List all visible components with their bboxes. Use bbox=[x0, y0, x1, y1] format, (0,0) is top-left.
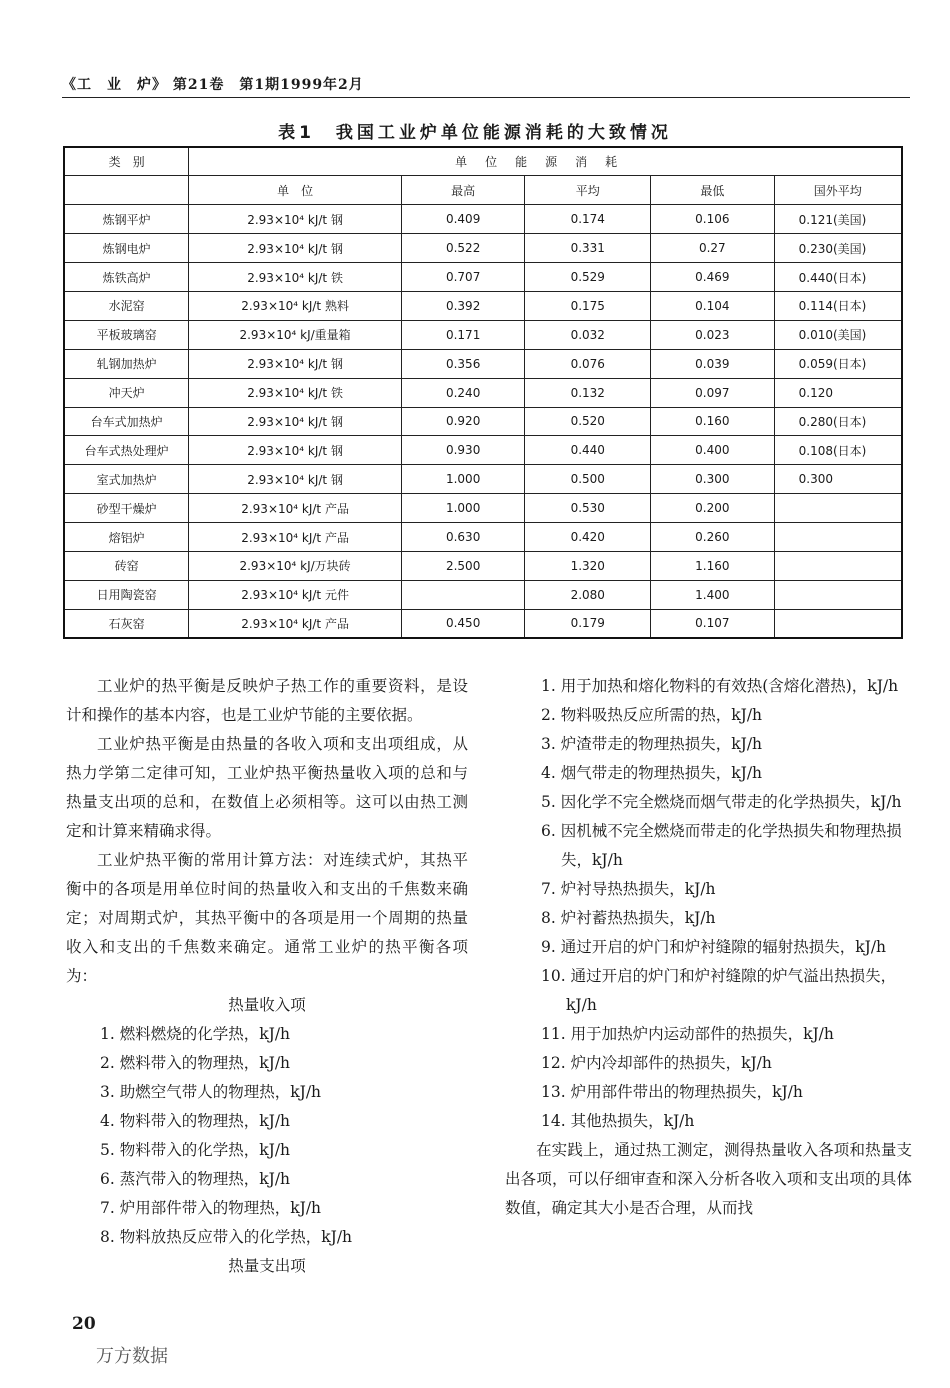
cell-furnace-type: 轧钢加热炉 bbox=[64, 349, 189, 378]
page-number: 20 bbox=[72, 1314, 96, 1334]
cell-max: 0.630 bbox=[401, 523, 525, 552]
cell-foreign-avg bbox=[774, 609, 902, 638]
cell-min: 0.27 bbox=[651, 234, 775, 263]
income-item: 5. 物料带入的化学热，kJ/h bbox=[100, 1141, 291, 1159]
cell-avg: 0.530 bbox=[525, 494, 651, 523]
expense-item: 7. 炉衬导热热损失，kJ/h bbox=[541, 880, 716, 898]
cell-avg: 0.132 bbox=[525, 378, 651, 407]
expense-item: 13. 炉用部件带出的物理热损失，kJ/h bbox=[541, 1083, 803, 1101]
paragraph: 工业炉热平衡的常用计算方法：对连续式炉，其热平衡中的各项是用单位时间的热量收入和支出的千焦数来确定；对周期式炉，其热平衡中的各项是用一个周期的热量收入和支出的千焦数来确定。通常工业炉的热平衡各项为： bbox=[66, 851, 468, 985]
cell-min: 0.104 bbox=[651, 291, 775, 320]
cell-avg: 0.440 bbox=[525, 436, 651, 465]
cell-max: 0.240 bbox=[401, 378, 525, 407]
cell-max: 2.500 bbox=[401, 551, 525, 580]
table-row bbox=[64, 234, 902, 263]
cell-min: 0.160 bbox=[651, 407, 775, 436]
expense-item: 8. 炉衬蓄热热损失，kJ/h bbox=[541, 909, 716, 927]
cell-min: 1.160 bbox=[651, 551, 775, 580]
income-item: 3. 助燃空气带人的物理热，kJ/h bbox=[100, 1083, 322, 1101]
cell-foreign-avg bbox=[774, 494, 902, 523]
cell-max: 0.356 bbox=[401, 349, 525, 378]
header-blank bbox=[64, 176, 189, 205]
cell-unit: 2.93×10⁴ kJ/t 产品 bbox=[189, 494, 402, 523]
cell-foreign-avg: 0.440(日本) bbox=[774, 263, 902, 292]
cell-max: 0.920 bbox=[401, 407, 525, 436]
cell-avg: 0.076 bbox=[525, 349, 651, 378]
cell-foreign-avg: 0.120 bbox=[774, 378, 902, 407]
table-row bbox=[64, 263, 902, 292]
cell-foreign-avg: 0.059(日本) bbox=[774, 349, 902, 378]
expense-item: 9. 通过开启的炉门和炉衬缝隙的辐射热损失，kJ/h bbox=[541, 938, 887, 956]
cell-max: 0.707 bbox=[401, 263, 525, 292]
cell-furnace-type: 室式加热炉 bbox=[64, 465, 189, 494]
cell-min: 0.400 bbox=[651, 436, 775, 465]
cell-foreign-avg: 0.108(日本) bbox=[774, 436, 902, 465]
energy-consumption-table bbox=[63, 146, 903, 639]
expense-item: 6. 因机械不完全燃烧而带走的化学热损失和物理热损失，kJ/h bbox=[541, 822, 902, 869]
header-group: 单位能源消耗 bbox=[189, 147, 902, 176]
cell-min: 0.106 bbox=[651, 205, 775, 234]
cell-furnace-type: 炼钢电炉 bbox=[64, 234, 189, 263]
income-item: 6. 蒸汽带入的物理热，kJ/h bbox=[100, 1170, 291, 1188]
cell-foreign-avg: 0.300 bbox=[774, 465, 902, 494]
expense-item: 3. 炉渣带走的物理热损失，kJ/h bbox=[541, 735, 763, 753]
cell-furnace-type: 炼钢平炉 bbox=[64, 205, 189, 234]
cell-avg: 0.520 bbox=[525, 407, 651, 436]
cell-max: 0.171 bbox=[401, 320, 525, 349]
header-avg: 平均 bbox=[525, 176, 651, 205]
income-item: 8. 物料放热反应带入的化学热，kJ/h bbox=[100, 1228, 353, 1246]
cell-unit: 2.93×10⁴ kJ/t 钢 bbox=[189, 205, 402, 234]
cell-avg: 0.500 bbox=[525, 465, 651, 494]
cell-foreign-avg: 0.010(美国) bbox=[774, 320, 902, 349]
table-row bbox=[64, 523, 902, 552]
table-row bbox=[64, 494, 902, 523]
paragraph: 工业炉的热平衡是反映炉子热工作的重要资料，是设计和操作的基本内容，也是工业炉节能的主要依据。 bbox=[66, 677, 468, 724]
expense-heading: 热量支出项 bbox=[228, 1257, 306, 1275]
cell-avg: 1.320 bbox=[525, 551, 651, 580]
cell-unit: 2.93×10⁴ kJ/t 元件 bbox=[189, 580, 402, 609]
right-column bbox=[505, 672, 912, 1223]
expense-item: 14. 其他热损失，kJ/h bbox=[541, 1112, 695, 1130]
cell-max: 0.930 bbox=[401, 436, 525, 465]
cell-max: 0.392 bbox=[401, 291, 525, 320]
cell-foreign-avg: 0.280(日本) bbox=[774, 407, 902, 436]
cell-avg: 0.175 bbox=[525, 291, 651, 320]
table-row bbox=[64, 436, 902, 465]
paragraph: 在实践上，通过热工测定，测得热量收入各项和热量支出各项，可以仔细审查和深入分析各收入项和支出项的具体数值，确定其大小是否合理，从而找 bbox=[505, 1141, 912, 1217]
table-row bbox=[64, 378, 902, 407]
cell-min: 0.469 bbox=[651, 263, 775, 292]
table-caption: 表1 我国工业炉单位能源消耗的大致情况 bbox=[278, 123, 672, 143]
income-item: 4. 物料带入的物理热，kJ/h bbox=[100, 1112, 291, 1130]
cell-unit: 2.93×10⁴ kJ/t 钢 bbox=[189, 349, 402, 378]
table-row bbox=[64, 407, 902, 436]
income-item: 1. 燃料燃烧的化学热，kJ/h bbox=[100, 1025, 291, 1043]
table-row bbox=[64, 580, 902, 609]
cell-foreign-avg: 0.230(美国) bbox=[774, 234, 902, 263]
cell-furnace-type: 台车式热处理炉 bbox=[64, 436, 189, 465]
cell-furnace-type: 平板玻璃窑 bbox=[64, 320, 189, 349]
cell-min: 0.200 bbox=[651, 494, 775, 523]
cell-unit: 2.93×10⁴ kJ/t 钢 bbox=[189, 407, 402, 436]
cell-furnace-type: 冲天炉 bbox=[64, 378, 189, 407]
header-foreign-avg: 国外平均 bbox=[774, 176, 902, 205]
cell-min: 0.023 bbox=[651, 320, 775, 349]
cell-unit: 2.93×10⁴ kJ/万块砖 bbox=[189, 551, 402, 580]
cell-max: 1.000 bbox=[401, 494, 525, 523]
cell-max bbox=[401, 580, 525, 609]
cell-furnace-type: 水泥窑 bbox=[64, 291, 189, 320]
paragraph: 工业炉热平衡是由热量的各收入项和支出项组成，从热力学第二定律可知，工业炉热平衡热量收入项的总和与热量支出项的总和，在数值上必须相等。这可以由热工测定和计算来精确求得。 bbox=[66, 735, 468, 840]
cell-min: 1.400 bbox=[651, 580, 775, 609]
cell-avg: 0.032 bbox=[525, 320, 651, 349]
table-row bbox=[64, 609, 902, 638]
expense-item: 5. 因化学不完全燃烧而烟气带走的化学热损失，kJ/h bbox=[541, 793, 902, 811]
cell-unit: 2.93×10⁴ kJ/t 产品 bbox=[189, 523, 402, 552]
cell-min: 0.097 bbox=[651, 378, 775, 407]
cell-unit: 2.93×10⁴ kJ/t 铁 bbox=[189, 263, 402, 292]
header-category: 类 别 bbox=[64, 147, 189, 176]
cell-foreign-avg bbox=[774, 551, 902, 580]
cell-unit: 2.93×10⁴ kJ/重量箱 bbox=[189, 320, 402, 349]
income-item: 2. 燃料带入的物理热，kJ/h bbox=[100, 1054, 291, 1072]
cell-furnace-type: 熔铝炉 bbox=[64, 523, 189, 552]
cell-avg: 0.179 bbox=[525, 609, 651, 638]
cell-max: 0.522 bbox=[401, 234, 525, 263]
table-row bbox=[64, 205, 902, 234]
cell-furnace-type: 台车式加热炉 bbox=[64, 407, 189, 436]
watermark: 万方数据 bbox=[96, 1346, 168, 1367]
table-subheader-row bbox=[64, 176, 902, 205]
left-column bbox=[66, 672, 468, 1281]
expense-item: 2. 物料吸热反应所需的热，kJ/h bbox=[541, 706, 763, 724]
table-row bbox=[64, 291, 902, 320]
cell-foreign-avg bbox=[774, 580, 902, 609]
cell-unit: 2.93×10⁴ kJ/t 产品 bbox=[189, 609, 402, 638]
cell-min: 0.039 bbox=[651, 349, 775, 378]
cell-max: 1.000 bbox=[401, 465, 525, 494]
cell-furnace-type: 砂型干燥炉 bbox=[64, 494, 189, 523]
table-header-row bbox=[64, 147, 902, 176]
header-max: 最高 bbox=[401, 176, 525, 205]
cell-foreign-avg bbox=[774, 523, 902, 552]
cell-avg: 0.420 bbox=[525, 523, 651, 552]
cell-furnace-type: 砖窑 bbox=[64, 551, 189, 580]
cell-unit: 2.93×10⁴ kJ/t 钢 bbox=[189, 234, 402, 263]
expense-item: 10. 通过开启的炉门和炉衬缝隙的炉气溢出热损失，kJ/h bbox=[541, 967, 897, 1014]
table-row bbox=[64, 551, 902, 580]
cell-avg: 0.529 bbox=[525, 263, 651, 292]
cell-min: 0.300 bbox=[651, 465, 775, 494]
table-row bbox=[64, 320, 902, 349]
cell-min: 0.260 bbox=[651, 523, 775, 552]
cell-max: 0.450 bbox=[401, 609, 525, 638]
table-row bbox=[64, 465, 902, 494]
expense-item: 4. 烟气带走的物理热损失，kJ/h bbox=[541, 764, 763, 782]
cell-furnace-type: 石灰窑 bbox=[64, 609, 189, 638]
table-row bbox=[64, 349, 902, 378]
cell-avg: 2.080 bbox=[525, 580, 651, 609]
cell-furnace-type: 炼铁高炉 bbox=[64, 263, 189, 292]
cell-foreign-avg: 0.121(美国) bbox=[774, 205, 902, 234]
expense-item: 12. 炉内冷却部件的热损失，kJ/h bbox=[541, 1054, 772, 1072]
expense-item: 11. 用于加热炉内运动部件的热损失，kJ/h bbox=[541, 1025, 834, 1043]
cell-avg: 0.174 bbox=[525, 205, 651, 234]
income-heading: 热量收入项 bbox=[228, 996, 306, 1014]
cell-min: 0.107 bbox=[651, 609, 775, 638]
header-unit: 单 位 bbox=[189, 176, 402, 205]
cell-unit: 2.93×10⁴ kJ/t 钢 bbox=[189, 436, 402, 465]
cell-avg: 0.331 bbox=[525, 234, 651, 263]
income-item: 7. 炉用部件带入的物理热，kJ/h bbox=[100, 1199, 322, 1217]
cell-furnace-type: 日用陶瓷窑 bbox=[64, 580, 189, 609]
cell-foreign-avg: 0.114(日本) bbox=[774, 291, 902, 320]
cell-unit: 2.93×10⁴ kJ/t 熟料 bbox=[189, 291, 402, 320]
cell-unit: 2.93×10⁴ kJ/t 钢 bbox=[189, 465, 402, 494]
header-rule bbox=[62, 97, 910, 98]
header-min: 最低 bbox=[651, 176, 775, 205]
cell-unit: 2.93×10⁴ kJ/t 铁 bbox=[189, 378, 402, 407]
running-head: 《工 业 炉》 第21卷 第1期1999年2月 bbox=[62, 77, 364, 93]
expense-item: 1. 用于加热和熔化物料的有效热(含熔化潜热)，kJ/h bbox=[541, 677, 899, 695]
cell-max: 0.409 bbox=[401, 205, 525, 234]
